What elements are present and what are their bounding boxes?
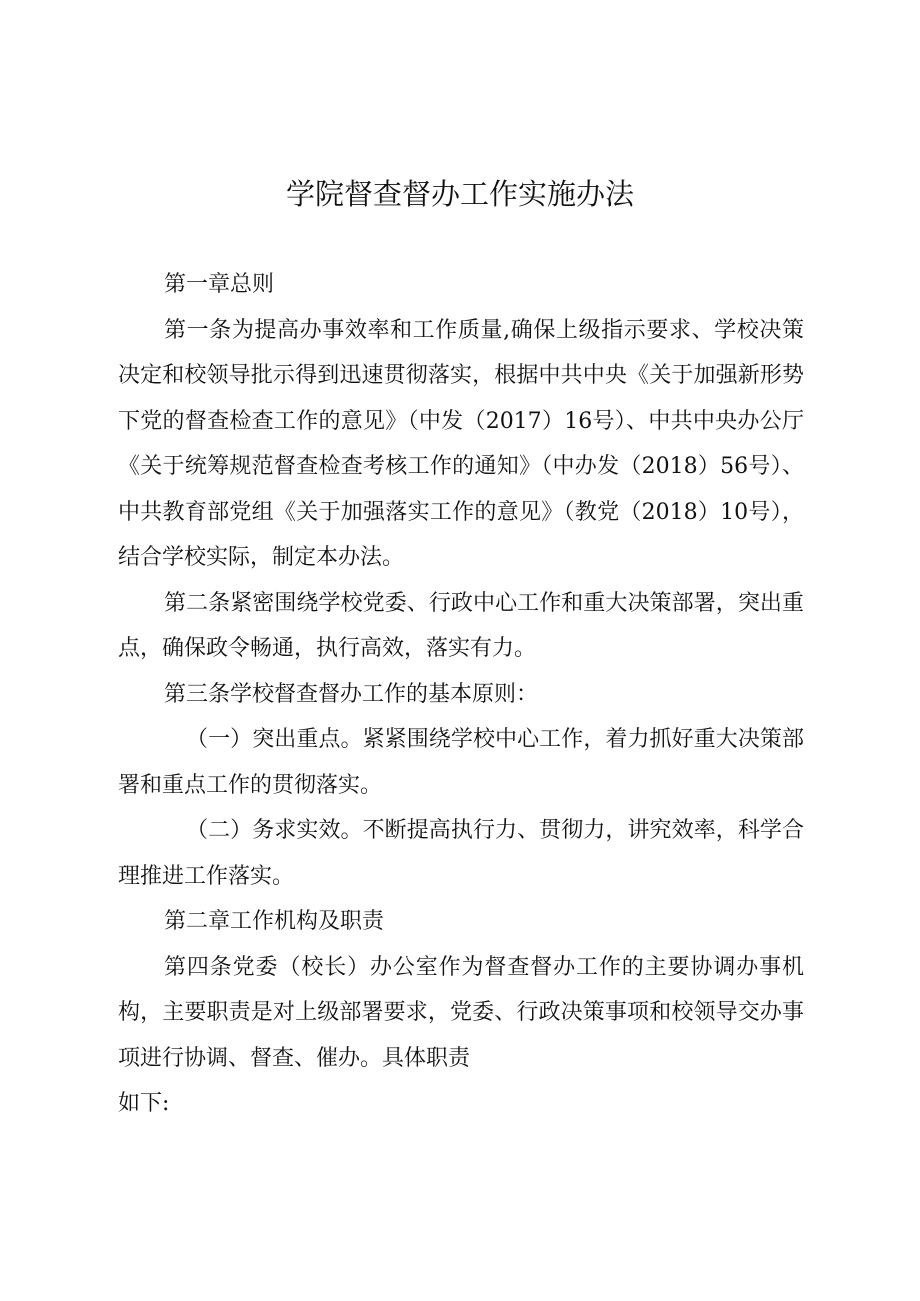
article-paragraph: 第三条学校督查督办工作的基本原则： xyxy=(164,681,539,707)
document-body xyxy=(118,262,804,1127)
article-paragraph: 第一条为提高办事效率和工作质量,确保上级指示要求、学校决策决定和校领导批示得到迅速贯彻落实，根据中共中央《关于加强新形势下党的督查检查工作的意见》（中发（2017）16号）、中共中央办公厅《关于统筹规范督查检查考核工作的通知》（中办发（2018）56号）、中共教育部党组《关于加强落实工作的意见》（教党（2018）10号），结合学校实际，制定本办法。 xyxy=(118,317,804,570)
article-paragraph: 第二条紧密围绕学校党委、行政中心工作和重大决策部署，突出重点，确保政令畅通，执行高效，落实有力。 xyxy=(118,590,804,661)
document-title: 学院督查督办工作实施办法 xyxy=(285,177,634,211)
chapter-heading: 第一章总则 xyxy=(164,272,275,297)
principle-item: （一）突出重点。紧紧围绕学校中心工作，着力抓好重大决策部署和重点工作的贯彻落实。 xyxy=(118,727,804,798)
principle-item: （二）务求实效。不断提高执行力、贯彻力，讲究效率，科学合理推进工作落实。 xyxy=(118,818,804,889)
article-paragraph: 第四条党委（校长）办公室作为督查督办工作的主要协调办事机构，主要职责是对上级部署要求，党委、行政决策事项和校领导交办事项进行协调、督查、催办。具体职责 xyxy=(118,954,804,1071)
continuation-line: 如下: xyxy=(118,1091,170,1116)
chapter-heading: 第二章工作机构及职责 xyxy=(164,909,385,934)
